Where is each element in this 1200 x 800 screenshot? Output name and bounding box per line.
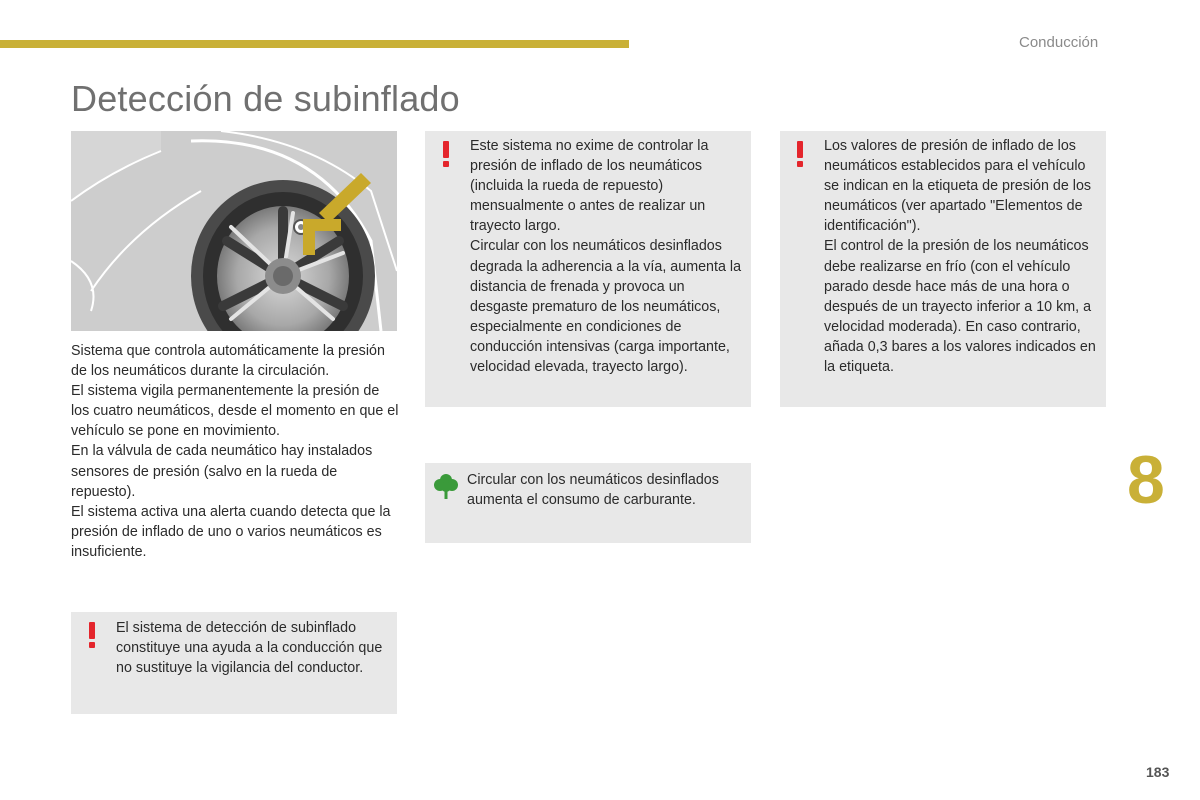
warning-icon <box>796 141 804 167</box>
warning-note-driver-attention <box>71 612 397 714</box>
warning-icon <box>442 141 450 167</box>
note-text: El sistema de detección de subinflado constituye una ayuda a la conducción que no sustituye la vigilancia del conductor. <box>116 620 383 677</box>
body-paragraph: Sistema que controla automáticamente la presión de los neumáticos durante la circulación. <box>71 343 385 380</box>
note-text: Este sistema no exime de controlar la presión de inflado de los neumáticos (incluida la rueda de repuesto) mensualmente o antes de realizar un trayecto largo. <box>470 138 709 235</box>
note-text: Circular con los neumáticos desinflados aumenta el consumo de carburante. <box>467 472 719 509</box>
body-text <box>71 341 401 562</box>
warning-note-monthly-check <box>425 131 751 407</box>
page-number: 183 <box>1146 764 1170 780</box>
warning-icon <box>88 622 96 648</box>
eco-tree-icon <box>434 473 458 505</box>
note-text: El control de la presión de los neumáticos debe realizarse en frío (con el vehículo parado desde hace más de una hora o después de un trayecto inferior a 10 km, a velocidad moderada). En caso contrario, añada 0,3 bares a los valores indicados en la etiqueta. <box>824 238 1096 376</box>
tire-valve-illustration <box>71 131 397 331</box>
header-accent-bar <box>0 40 629 48</box>
note-text: Circular con los neumáticos desinflados degrada la adherencia a la vía, aumenta la distancia de frenada y provoca un desgaste prematuro de los neumáticos, especialmente en condiciones de conducción intensivas (carga importante, velocidad elevada, trayecto largo). <box>470 238 742 376</box>
eco-tip-note <box>425 463 751 543</box>
body-paragraph: El sistema activa una alerta cuando detecta que la presión de inflado de uno o varios neumáticos es insuficiente. <box>71 503 391 560</box>
body-paragraph: En la válvula de cada neumático hay instalados sensores de presión (salvo en la rueda de repuesto). <box>71 443 373 500</box>
body-paragraph: El sistema vigila permanentemente la presión de los cuatro neumáticos, desde el momento en que el vehículo se pone en movimiento. <box>71 383 399 440</box>
note-text: Los valores de presión de inflado de los neumáticos establecidos para el vehículo se indican en la etiqueta de presión de los neumáticos (ver apartado "Elementos de identificación"). <box>824 138 1092 235</box>
warning-note-pressure-values <box>780 131 1106 407</box>
page-title: Detección de subinflado <box>71 78 460 119</box>
chapter-number: 8 <box>1127 442 1165 518</box>
section-header: Conducción <box>1019 34 1099 51</box>
